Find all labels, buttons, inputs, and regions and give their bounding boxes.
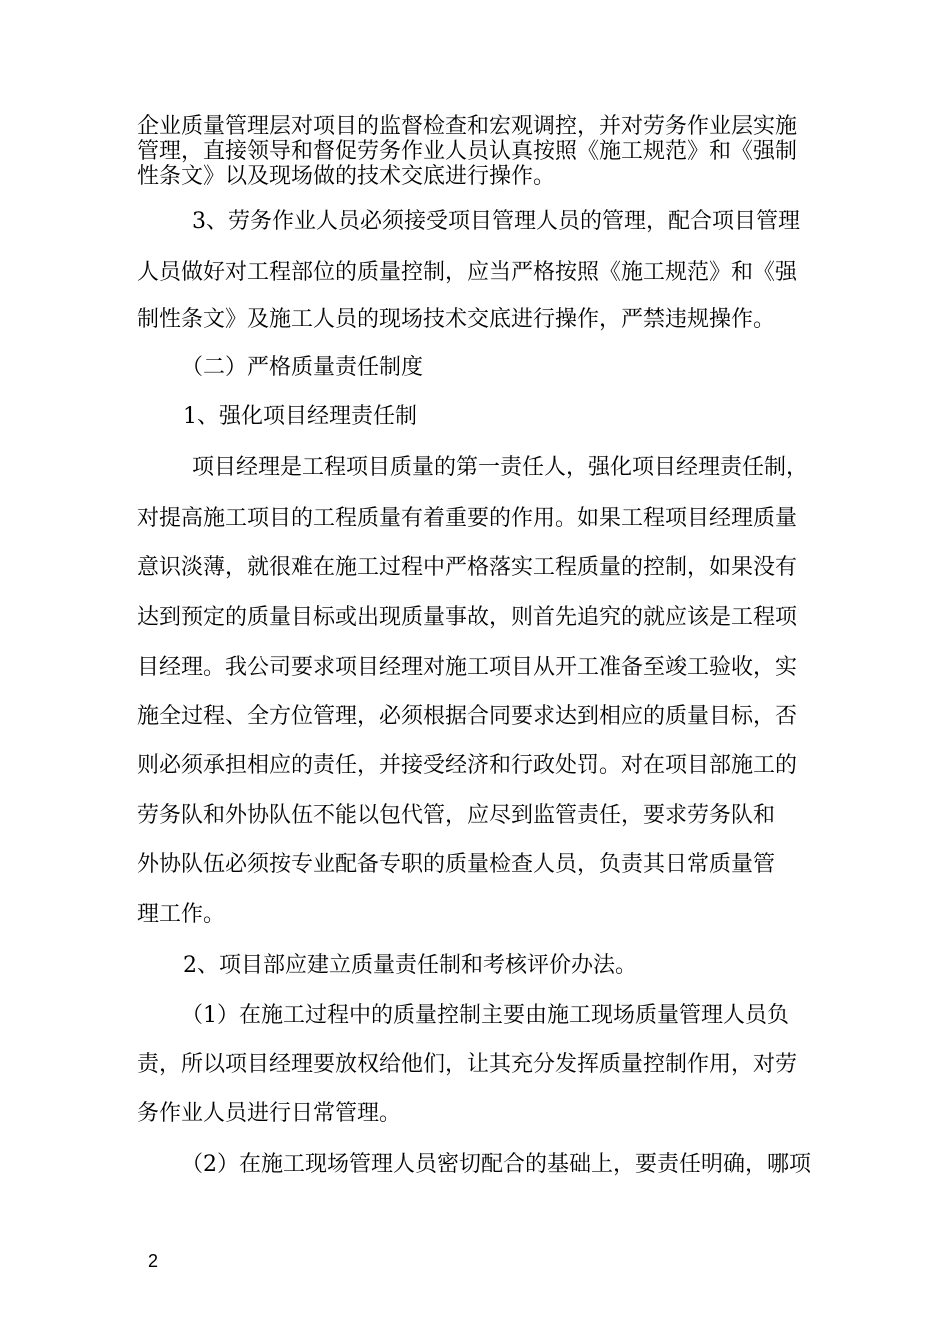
text-line: 企业质量管理层对项目的监督检查和宏观调控，并对劳务作业层实施 [137, 114, 798, 139]
text-line: 3、劳务作业人员必须接受项目管理人员的管理，配合项目管理 [192, 209, 800, 234]
text-line: （2）在施工现场管理人员密切配合的基础上，要责任明确，哪项 [181, 1152, 811, 1177]
text-line: 意识淡薄，就很难在施工过程中严格落实工程质量的控制，如果没有 [137, 555, 798, 580]
section-heading: （二）严格质量责任制度 [181, 355, 424, 380]
text-line: 对提高施工项目的工程质量有着重要的作用。如果工程项目经理质量 [137, 506, 798, 531]
subsection-heading: 1、强化项目经理责任制 [183, 404, 417, 429]
text-line: （1）在施工过程中的质量控制主要由施工现场质量管理人员负 [181, 1003, 789, 1028]
text-line: 人员做好对工程部位的质量控制，应当严格按照《施工规范》和《强 [137, 260, 798, 285]
text-line: 施全过程、全方位管理，必须根据合同要求达到相应的质量目标，否 [137, 704, 798, 729]
subsection-heading: 2、项目部应建立质量责任制和考核评价办法。 [183, 953, 637, 978]
text-line: 则必须承担相应的责任，并接受经济和行政处罚。对在项目部施工的 [137, 753, 798, 778]
text-line: 务作业人员进行日常管理。 [137, 1101, 402, 1126]
text-line: 项目经理是工程项目质量的第一责任人，强化项目经理责任制， [192, 455, 809, 480]
text-line: 外协队伍必须按专业配备专职的质量检查人员，负责其日常质量管 [137, 852, 776, 877]
text-line: 目经理。我公司要求项目经理对施工项目从开工准备至竣工验收，实 [137, 655, 798, 680]
text-line: 达到预定的质量目标或出现质量事故，则首先追究的就应该是工程项 [137, 605, 798, 630]
text-line: 劳务队和外协队伍不能以包代管，应尽到监管责任，要求劳务队和 [137, 803, 776, 828]
text-line: 责，所以项目经理要放权给他们，让其充分发挥质量控制作用，对劳 [137, 1052, 798, 1077]
text-line: 管理，直接领导和督促劳务作业人员认真按照《施工规范》和《强制 [137, 139, 798, 164]
text-line: 性条文》以及现场做的技术交底进行操作。 [137, 164, 556, 189]
text-line: 理工作。 [137, 902, 226, 927]
page-number: 2 [148, 1251, 159, 1271]
text-line: 制性条文》及施工人员的现场技术交底进行操作，严禁违规操作。 [137, 307, 776, 332]
